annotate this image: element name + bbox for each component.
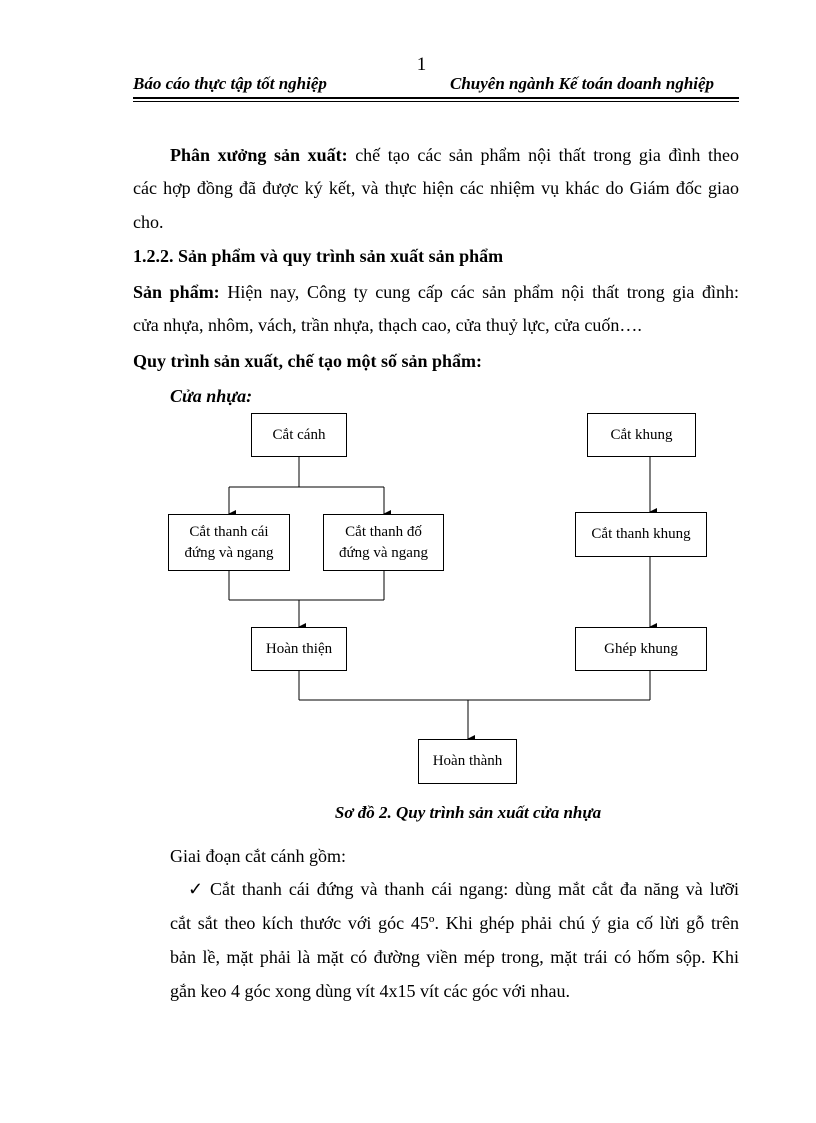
header-left-title: Báo cáo thực tập tốt nghiệp bbox=[133, 74, 327, 93]
bullet-line-4: gắn keo 4 góc xong dùng vít 4x15 vít các góc với nhau. bbox=[170, 981, 570, 1001]
page-number: 1 bbox=[416, 54, 427, 75]
paragraph-1-text: chế tạo các sản phẩm nội thất trong gia đình theo bbox=[355, 145, 740, 165]
paragraph-1-line-2: các hợp đồng đã được ký kết, và thực hiện các nhiệm vụ khác do Giám đốc giao bbox=[133, 178, 739, 198]
bullet-line-3: bản lề, mặt phải là mặt có đường viền mép trong, mặt trái có hốm sộp. Khi bbox=[170, 947, 739, 967]
box-cut-vertical-horizontal-bar: Cắt thanh cái đứng và ngang bbox=[168, 514, 290, 571]
sub-heading-plastic-door: Cửa nhựa: bbox=[170, 386, 253, 406]
section-heading: 1.2.2. Sản phẩm và quy trình sản xuất sản phẩm bbox=[133, 246, 504, 266]
box-cut-wing: Cắt cánh bbox=[251, 413, 347, 457]
bullet-line-1-text: Cắt thanh cái đứng và thanh cái ngang: dùng mắt cắt đa năng và lưỡi bbox=[210, 879, 739, 899]
diagram-caption: Sơ đồ 2. Quy trình sản xuất cửa nhựa bbox=[334, 803, 602, 822]
paragraph-2-line-2: cửa nhựa, nhôm, vách, trần nhựa, thạch cao, cửa thuỷ lực, cửa cuốn…. bbox=[133, 315, 642, 335]
checkmark-icon: ✓ bbox=[188, 879, 204, 899]
box-assemble-frame: Ghép khung bbox=[575, 627, 707, 671]
stage-intro: Giai đoạn cắt cánh gồm: bbox=[170, 846, 346, 866]
paragraph-2-text: Hiện nay, Công ty cung cấp các sản phẩm nội thất trong gia đình: bbox=[227, 282, 740, 302]
box-cut-frame-bar: Cắt thanh khung bbox=[575, 512, 707, 557]
bullet-line-2: cắt sắt theo kích thước với góc 45º. Khi ghép phải chú ý gia cố lừi gỗ trên bbox=[170, 913, 739, 933]
paragraph-1-line-3: cho. bbox=[133, 212, 164, 232]
box-cut-support-bar: Cắt thanh đố đứng và ngang bbox=[323, 514, 444, 571]
header-right-title: Chuyên ngành Kế toán doanh nghiệp bbox=[450, 74, 715, 93]
box-complete: Hoàn thành bbox=[418, 739, 517, 784]
box-finish: Hoàn thiện bbox=[251, 627, 347, 671]
process-heading: Quy trình sản xuất, chế tạo một số sản phẩm: bbox=[133, 351, 483, 371]
paragraph-1-label: Phân xưởng sản xuất: bbox=[170, 145, 348, 165]
bullet-line-1 bbox=[188, 874, 739, 905]
box-cut-frame: Cắt khung bbox=[587, 413, 696, 457]
paragraph-2-label: Sản phẩm: bbox=[133, 282, 220, 302]
